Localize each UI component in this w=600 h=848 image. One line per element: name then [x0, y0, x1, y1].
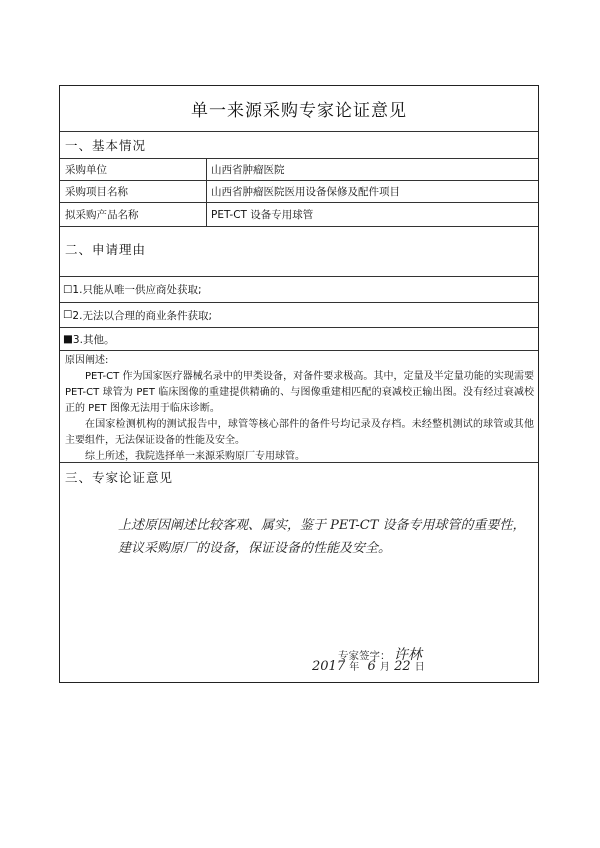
field-value: 山西省肿瘤医院: [211, 164, 285, 176]
date-year: 2017: [312, 659, 346, 674]
field-row-product-name: [60, 202, 538, 226]
handwritten-opinion: 上述原因阐述比较客观、属实，鉴于 PET-CT 设备专用球管的重要性，建议采购原厂的设备，保证设备的性能及安全。: [118, 518, 526, 556]
section-basic-info-heading: [60, 131, 538, 158]
date-day-unit: 日: [414, 662, 425, 673]
section-heading-text: 三、专家论证意见: [65, 470, 174, 485]
reason-explanation: [60, 350, 538, 462]
reason-paragraph: 综上所述，我院选择单一来源采购原厂专用球管。: [85, 451, 305, 462]
field-row-project-name: [60, 180, 538, 202]
checkbox-checked-icon: ■: [63, 333, 73, 345]
option-row-1: [60, 276, 538, 302]
section-reason-heading: [60, 226, 538, 276]
expert-opinion-form: [59, 85, 539, 683]
date-month-unit: 月: [379, 662, 390, 673]
option-row-3: [60, 327, 538, 350]
signature-label: 专家签字：: [338, 650, 391, 662]
field-label: 拟采购产品名称: [60, 203, 207, 226]
date-day: 22: [394, 659, 411, 674]
field-label: 采购单位: [60, 159, 207, 180]
reason-paragraph: 在国家检测机构的测试报告中，球管等核心部件的备件号均记录及存档。未经整机测试的球管或其他主要组件，无法保证设备的性能及安全。: [65, 419, 534, 446]
field-label: 采购项目名称: [60, 181, 207, 202]
section-heading-text: 一、基本情况: [65, 138, 147, 153]
field-row-purchaser: [60, 158, 538, 180]
form-title-text: 单一来源采购专家论证意见: [191, 101, 407, 121]
option-text: 1.只能从唯一供应商处获取;: [72, 284, 202, 296]
date-month: 6: [367, 659, 376, 674]
field-value: PET-CT 设备专用球管: [211, 209, 314, 221]
reason-paragraph: PET-CT 作为国家医疗器械名录中的甲类设备，对备件要求极高。其中，定量及半定量功能的实现需要 PET-CT 球管为 PET 临床图像的重建提供精确的、与图像重建相匹配的衰减校正输出图。没有经过衰减校正的 PET 图像无法用于临床诊断。: [65, 371, 534, 414]
option-text: 3.其他。: [72, 333, 115, 346]
signature-name: 许林: [393, 647, 422, 663]
checkbox-unchecked-icon: ☐: [63, 309, 73, 321]
option-row-2: [60, 302, 538, 327]
checkbox-unchecked-icon: ☐: [63, 283, 73, 296]
section-expert-opinion: [60, 462, 538, 684]
form-title: [60, 86, 538, 131]
date-year-unit: 年: [349, 662, 360, 673]
option-text: 2.无法以合理的商业条件获取;: [72, 309, 212, 322]
field-value: 山西省肿瘤医院医用设备保修及配件项目: [211, 186, 400, 198]
section-heading-text: 二、申请理由: [65, 242, 147, 257]
signature-date: [312, 658, 425, 674]
reason-label: 原因阐述:: [65, 355, 109, 366]
